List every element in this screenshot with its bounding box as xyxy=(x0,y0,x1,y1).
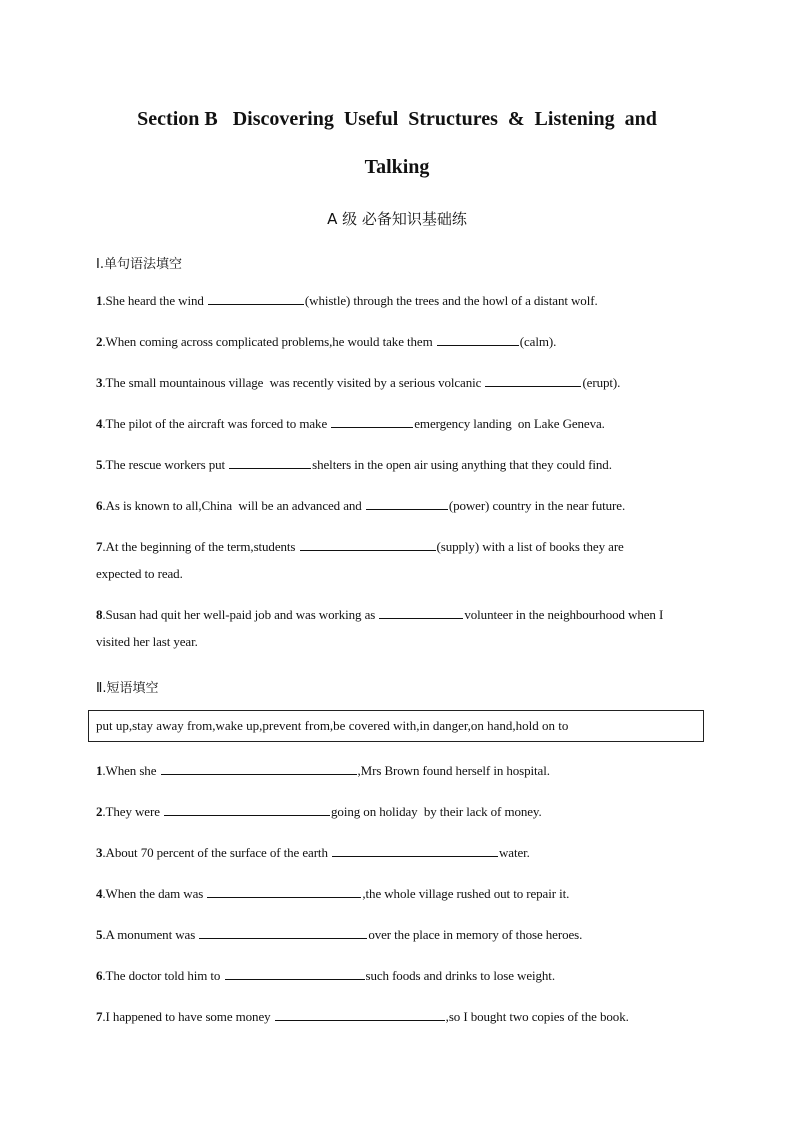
question-text: (power) country in the near future. xyxy=(448,498,626,513)
question-text: (whistle) through the trees and the howl of a distant wolf. xyxy=(304,293,598,308)
answer-blank[interactable] xyxy=(300,538,436,551)
part1-question-3 xyxy=(96,369,671,396)
part2-question-4 xyxy=(96,880,671,907)
question-text: .About 70 percent of the surface of the earth xyxy=(102,845,331,860)
part1-question-5 xyxy=(96,451,671,478)
part2-question-2 xyxy=(96,798,671,825)
answer-blank[interactable] xyxy=(332,844,498,857)
question-text: going on holiday by their lack of money. xyxy=(331,804,542,819)
question-number: 3 xyxy=(96,375,103,390)
question-text: .They were xyxy=(102,804,164,819)
answer-blank[interactable] xyxy=(207,885,361,898)
question-text: .When she xyxy=(102,763,160,778)
question-text: .The small mountainous village was recently visited by a serious volcanic xyxy=(102,375,485,390)
question-text: volunteer in the neighbourhood when I visited her last year. xyxy=(96,607,664,649)
question-number: 3 xyxy=(96,845,103,860)
question-text: .I happened to have some money xyxy=(102,1009,274,1024)
answer-blank[interactable] xyxy=(437,333,519,346)
answer-blank[interactable] xyxy=(275,1008,445,1021)
answer-blank[interactable] xyxy=(161,762,357,775)
answer-blank[interactable] xyxy=(225,967,365,980)
page-title: Section B Discovering Useful Structures & Listening and xyxy=(137,108,657,130)
part1-question-6 xyxy=(96,492,671,519)
part2-question-7 xyxy=(96,1003,671,1030)
answer-blank[interactable] xyxy=(229,456,311,469)
answer-blank[interactable] xyxy=(485,374,581,387)
question-number: 6 xyxy=(96,968,103,983)
question-number: 4 xyxy=(96,886,103,901)
question-number: 1 xyxy=(96,763,103,778)
question-text: .Susan had quit her well-paid job and was working as xyxy=(102,607,379,622)
question-text: .At the beginning of the term,students xyxy=(102,539,299,554)
phrase-bank-box xyxy=(88,710,704,742)
answer-blank[interactable] xyxy=(379,606,463,619)
part1-heading: Ⅰ.单句语法填空 xyxy=(96,257,182,272)
page-title-continued: Talking xyxy=(364,156,430,178)
question-text: (supply) with a list of books they are expected to read. xyxy=(96,539,624,581)
question-text: .The doctor told him to xyxy=(102,968,224,983)
question-text: .The rescue workers put xyxy=(102,457,229,472)
question-text: water. xyxy=(499,845,530,860)
question-number: 2 xyxy=(96,804,103,819)
question-number: 6 xyxy=(96,498,103,513)
question-text: .When the dam was xyxy=(102,886,207,901)
question-text: .She heard the wind xyxy=(102,293,207,308)
part2-question-6 xyxy=(96,962,671,989)
part1-question-8 xyxy=(96,601,671,655)
level-heading: A 级 必备知识基础练 xyxy=(327,210,467,228)
question-number: 2 xyxy=(96,334,103,349)
question-text: .When coming across complicated problems,he would take them xyxy=(102,334,436,349)
question-number: 5 xyxy=(96,457,103,472)
question-text: .As is known to all,China will be an advanced and xyxy=(102,498,365,513)
part1-question-2 xyxy=(96,328,671,355)
question-text: such foods and drinks to lose weight. xyxy=(365,968,555,983)
question-text: ,so I bought two copies of the book. xyxy=(445,1009,629,1024)
part1-question-7 xyxy=(96,533,671,587)
answer-blank[interactable] xyxy=(199,926,367,939)
question-number: 1 xyxy=(96,293,103,308)
part2-question-1 xyxy=(96,757,671,784)
question-text: .A monument was xyxy=(102,927,199,942)
question-text: ,the whole village rushed out to repair it. xyxy=(362,886,570,901)
question-text: (erupt). xyxy=(582,375,621,390)
question-number: 4 xyxy=(96,416,103,431)
question-number: 7 xyxy=(96,539,103,554)
answer-blank[interactable] xyxy=(366,497,448,510)
question-number: 8 xyxy=(96,607,103,622)
question-text: over the place in memory of those heroes. xyxy=(368,927,583,942)
question-text: ,Mrs Brown found herself in hospital. xyxy=(357,763,550,778)
answer-blank[interactable] xyxy=(208,292,304,305)
answer-blank[interactable] xyxy=(164,803,330,816)
question-text: .The pilot of the aircraft was forced to make xyxy=(102,416,331,431)
question-text: shelters in the open air using anything that they could find. xyxy=(312,457,612,472)
part1-question-1 xyxy=(96,287,671,314)
question-text: emergency landing on Lake Geneva. xyxy=(414,416,605,431)
part2-heading: Ⅱ.短语填空 xyxy=(96,681,159,696)
answer-blank[interactable] xyxy=(331,415,413,428)
question-number: 5 xyxy=(96,927,103,942)
part2-question-3 xyxy=(96,839,671,866)
phrase-bank-text: put up,stay away from,wake up,prevent from,be covered with,in danger,on hand,hold on to xyxy=(96,718,569,733)
question-text: (calm). xyxy=(519,334,557,349)
question-number: 7 xyxy=(96,1009,103,1024)
part1-question-4 xyxy=(96,410,671,437)
part2-question-5 xyxy=(96,921,671,948)
